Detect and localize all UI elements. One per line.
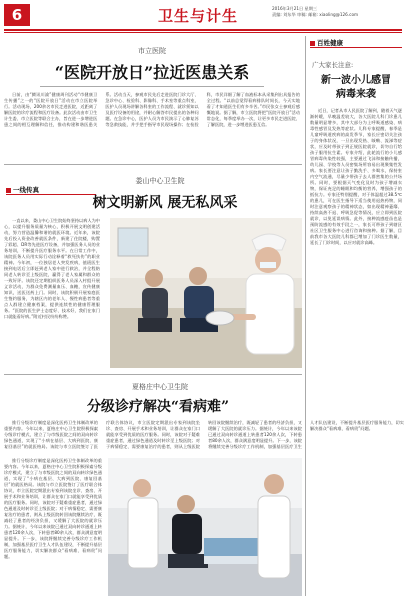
article2-headline: 树文明新风 展无私风采 [92, 195, 238, 211]
sidebar-tag: 百姓健康 [310, 38, 343, 47]
article-separator-2 [4, 374, 302, 375]
section-tag-frontline: 一线传真 [6, 185, 39, 194]
page-number: 6 [4, 4, 30, 26]
article3-body-side: 推行分级诊疗制度是深化医药卫生体制改革的重要内容。今年以来，夏格庄中心卫生院积极探索分级诊疗模式，建立了与市级医院之间的双向转诊绿色通道，实现了“小病在基层、大病到医院、康复回基层”的就医格局。该院与市立医院签订了医疗联合体协议，市立医院定期派出专家到该院坐诊、查房、开展手术和业务培训，让群众在家门口就能享受到优质的医疗服务。同时，该院对于疑难重症患者，通过绿色通道及时转诊至上级医院；对于病情稳定、需要康复治疗的患者，则从上级医院转回该院继续治疗，既减轻了患者的经济负担，又缓解了大医院的就诊压力。据统计，今年以来该院已通过双向转诊通道上转患者120余人次，下转患者80余人次，群众满意度明显提升。下一步，该院将继续完善分级诊疗工作机制，加强基层医疗卫生人才队伍建设，不断提升基层医疗服务能力，切实解决群众“看病难、看病贵”问题。 [4, 458, 102, 559]
header-meta [272, 6, 390, 18]
article3-photo [108, 458, 302, 596]
header-rule-thin [4, 32, 402, 33]
clinic-photo-illustration [110, 218, 302, 368]
article2-kicker: 娄山中心卫生院 [135, 177, 185, 185]
article1-kicker: 市立医院 [138, 47, 166, 55]
sidebar-body: 近日，记者从市人民医院了解到，随着天气逐渐转暖，早晚温差较大，各大医院儿科门诊患儿数量明显增多，其中大部分为上呼吸道感染、病毒性感冒及发热等症状。儿科专家提醒，春季是儿童呼吸道疾病的高发季节，家长应密切关注孩子的身体状况，一旦出现发热、咳嗽、流涕等症状，应及时带孩子到正规医院就诊，切勿自行给孩子服用抗生素。专家介绍，此轮流行的小儿感冒病毒传染性较强，主要通过飞沫和接触传播，幼儿园、学校等人员密集场所容易出现聚集性发病。家长要注意让孩子勤洗手、多喝水，保持室内空气流通，尽量少带孩子去人群密集的公共场所。同时，要根据天气变化及时为孩子增减衣物，保证充足的睡眠和均衡的营养，增强孩子的抵抗力。专家还特别提醒，对于体温超过38.5℃的患儿，可在医生指导下适当使用退热药物，同时注意观察孩子的精神状态，如出现精神萎靡、持续高热不退、呼吸急促等情况，应立即到医院就诊，以免延误病情。此外，接种流感疫苗也是预防流感的有效手段之一，家长可带孩子到辖区社区卫生服务中心进行咨询和接种。据了解，目前我市各大医院儿科都已增加了门诊医生数量，延长了门诊时间，以应对就诊高峰。 [310, 108, 402, 245]
ward-photo-illustration [108, 458, 302, 596]
header-rule [4, 29, 402, 31]
article3-headline: 分级诊疗解决“看病难” [86, 399, 230, 415]
article3-kicker: 夏格庄中心卫生院 [132, 383, 188, 391]
sidebar-tag-rule [310, 47, 402, 48]
column-divider [305, 36, 306, 596]
article2-photo [110, 218, 302, 368]
article2-body: 一直以来，娄山中心卫生院始终坚持以病人为中心，以提升服务质量为核心，积极开展文明创建活动，努力营造温馨和谐的就医环境。近年来，该院先后投入资金改善就医条件，新建了住院楼，购置了彩超、DR等先进医疗设备，并加强医务人员的业务培训，不断提升医疗服务水平。在日常工作中，该院医务人员用实际行动诠释着“救死扶伤”的职业精神。今年初，一位独居老人突发疾病，值班医生接到电话后立即赶到老人家中进行救治，并全程陪同老人转诊至上级医院，赢得了老人家属和群众的一致好评。该院还定期组织医务人员深入村组开展义诊活动，为群众免费测量血压、血糖，宣传健康知识，送医送药上门。同时，该院积极开展家庭医生签约服务，为辖区内的老年人、慢性病患者等重点人群建立健康档案，提供连续性的健康管理服务。“医院的医生护士态度好、技术好，我们在家门口就能看好病。”附近村民纷纷称赞。 [4, 218, 100, 319]
editor-line: 责编: 刘东华 审稿: 邮箱: xiaoling@126.com [272, 12, 359, 17]
headline-rule [40, 86, 264, 87]
article1-headline: “医院开放日”拉近医患关系 [54, 63, 250, 82]
date-line: 2016年3月21日 星期三 [272, 6, 318, 11]
sidebar-kicker: 广大家长注意: [312, 61, 354, 69]
bullet-square-icon [6, 188, 11, 193]
article1-body: 日前，由“腾讯川渝”健康周刊活动“市健康卫生传播”之一的“医院开放日”活动在市立医院举行。活动现场，200余名市民走进医院，近距离了解医院的诊疗流程和医疗设备。此次活动由市卫生计生委、市立医院等联合主办，旨在进一步增进医患之间的相互理解和信任，推动构建和谐医患关系。活动当天，参观市民先后走进医院门诊大厅、急诊中心、检验科、影像科、手术室等重点科室，医护人员现场讲解各科室的工作流程、就诊须知以及医疗设备的用途，并耐心解答市民提出的各种问题。在急诊中心，医护人员为市民演示了心肺复苏等急救技能，并手把手指导市民现场操作；在检验科，市民详细了解了血液标本从采集到出具报告的全过程。“以前总觉得看病排队时间长，今天实地看了才知道医生们有多辛苦。”市民张女士参观后感慨地说。据了解，市立医院将把“医院开放日”活动常态化，每季度举办一次，让更多市民走进医院、了解医院，进一步增进医患互信。 [4, 92, 300, 127]
sidebar-headline: 新一波小儿感冒 病毒来袭 [321, 75, 391, 100]
article3-body-top: 推行分级诊疗制度是深化医药卫生体制改革的重要内容。今年以来，夏格庄中心卫生院积极探索分级诊疗模式，建立了与市级医院之间的双向转诊绿色通道，实现了“小病在基层、大病到医院、康复回基层”的就医格局。该院与市立医院签订了医疗联合体协议，市立医院定期派出专家到该院坐诊、查房、开展手术和业务培训，让群众在家门口就能享受到优质的医疗服务。同时，该院对于疑难重症患者，通过绿色通道及时转诊至上级医院；对于病情稳定、需要康复治疗的患者，则从上级医院转回该院继续治疗，既减轻了患者的经济负担，又缓解了大医院的就诊压力。据统计，今年以来该院已通过双向转诊通道上转患者120余人次，下转患者80余人次，群众满意度明显提升。下一步，该院将继续完善分级诊疗工作机制，加强基层医疗卫生人才队伍建设，不断提升基层医疗服务能力，切实解决群众“看病难、看病贵”问题。 [4, 420, 404, 449]
article-separator [4, 164, 302, 165]
bullet-square-icon [310, 41, 315, 46]
section-title: 卫生与计生 [157, 7, 238, 25]
